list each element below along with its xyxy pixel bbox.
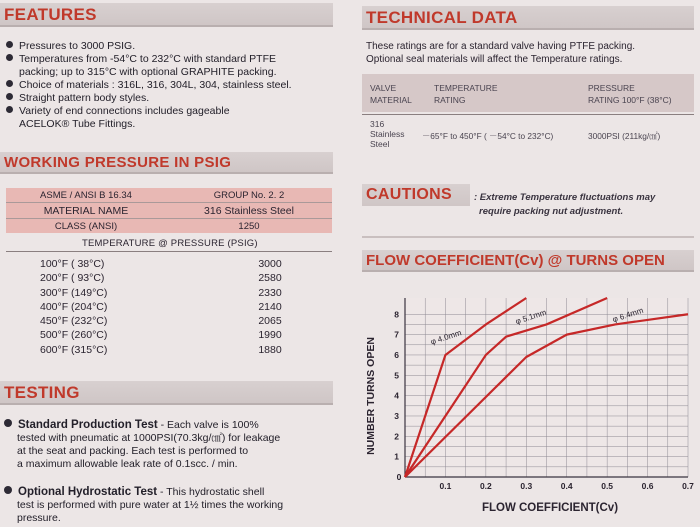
x-tick-label: 0.6 [641,481,654,491]
temp-rating-cell: －65°F to 450°F ( －54°C to 232°C) [422,131,554,141]
x-axis-label: FLOW COEFFICIENT(Cv) [481,502,619,514]
testing-title: TESTING [4,383,80,402]
y-axis-label: NUMBER TURNS OPEN [365,337,377,455]
bullet-icon [6,106,13,113]
cautions-header [362,184,470,206]
standard-test-title: Standard Production Test [18,419,158,431]
spec-row: MATERIAL NAME 316 Stainless Steel [6,203,332,219]
series-label-2: φ 5.1mm [514,307,548,327]
testing-standard: Standard Production Test - Each valve is 100% tested with pneumatic at 1000PSI(70.3kg/㎠) for leakage at the seat and packing. Each test is performed to a maximum allowable leak rate of 0.1scc. / min. [4,419,339,471]
col-pressure-header: PRESSURE RATING 100°F (38°C) [588,83,672,105]
list-item: Temperatures from -54°C to 232°C with standard PTFE [6,53,336,66]
x-tick-label: 0.2 [479,481,492,491]
x-tick-label: 0.3 [520,481,533,491]
series-label-3: φ 6.4mm [611,305,645,325]
bullet-icon [6,93,13,100]
technical-header [362,6,694,30]
flow-chart-header [362,250,694,272]
pressure-rating-cell: 3000PSI (211kg/㎠) [588,131,661,141]
x-tick-label: 0 [396,472,402,482]
table-row: 100°F ( 38°C) 3000 [40,258,282,270]
spec-row: CLASS (ANSI) 1250 [6,219,332,234]
col-temp-header: TEMPERATURE RATING [434,83,498,105]
flow-coefficient-chart [360,280,698,525]
y-tick-label: 1 [394,451,399,462]
features-title: FEATURES [4,5,97,24]
table-row: 300°F (149°C) 2330 [40,286,282,299]
list-item-continued: ACELOK® Tube Fittings. [19,118,136,130]
table-row: 200°F ( 93°C) 2580 [40,272,282,285]
bullet-icon [6,80,13,87]
table-divider [362,114,694,115]
list-item: Pressures to 3000 PSIG. [6,40,336,53]
bullet-icon [6,54,13,61]
cautions-divider [362,236,694,238]
table-divider [6,251,332,252]
technical-title: TECHNICAL DATA [366,8,518,27]
material-cell: 316 Stainless Steel [370,119,405,149]
working-pressure-header [0,152,333,174]
list-item-continued: packing; up to 315°C with optional GRAPHITE packing. [19,66,277,78]
chart-title: FLOW COEFFICIENT(Cv) @ TURNS OPEN [366,252,665,269]
x-tick-label: 0.7 [682,481,694,491]
col-valve-header: VALVE MATERIAL [370,83,412,105]
series-label-1: φ 4.0mm [429,328,463,347]
x-tick-label: 0.5 [601,481,614,491]
technical-table [362,74,694,152]
y-tick-label: 5 [394,370,399,381]
working-pressure-title: WORKING PRESSURE IN PSIG [4,154,232,171]
table-row: 600°F (315°C) 1880 [40,343,282,356]
y-tick-label: 3 [394,410,399,421]
technical-intro: These ratings are for a standard valve having PTFE packing. Optional seal materials will affect the Temperature ratings. [366,41,636,65]
list-item: Straight pattern body styles. [6,92,336,105]
hydrostatic-test-title: Optional Hydrostatic Test [18,486,158,498]
temp-pressure-col-header: TEMPERATURE @ PRESSURE (PSIG) [82,238,258,249]
pressure-rows [40,257,300,357]
features-list [6,40,336,131]
features-header [0,3,333,27]
y-tick-label: 4 [394,390,399,401]
x-tick-label: 0.4 [560,481,573,491]
testing-header [0,381,333,405]
table-row: 400°F (204°C) 2140 [40,300,282,313]
bullet-icon [4,486,12,494]
spec-row: ASME / ANSI B 16.34 GROUP No. 2. 2 [6,188,332,203]
list-item: Variety of end connections includes gageable [6,105,336,118]
y-tick-label: 7 [394,329,399,340]
table-row: 450°F (232°C) 2065 [40,315,282,328]
bullet-icon [4,419,12,427]
cautions-title: CAUTIONS [366,186,452,203]
bullet-icon [6,41,13,48]
testing-hydrostatic: Optional Hydrostatic Test - This hydrostatic shell test is performed with pure water at 1½ times the working pressure. [4,486,339,525]
table-row: 500°F (260°C) 1990 [40,329,282,342]
y-tick-label: 8 [394,309,399,320]
y-tick-label: 6 [394,349,399,360]
y-tick-label: 2 [394,431,399,442]
cautions-text: : Extreme Temperature fluctuations may require packing nut adjustment. [474,192,656,217]
list-item: Choice of materials : 316L, 316, 304L, 304, stainless steel. [6,79,336,92]
working-pressure-table [6,188,332,233]
x-tick-label: 0.1 [439,481,452,491]
